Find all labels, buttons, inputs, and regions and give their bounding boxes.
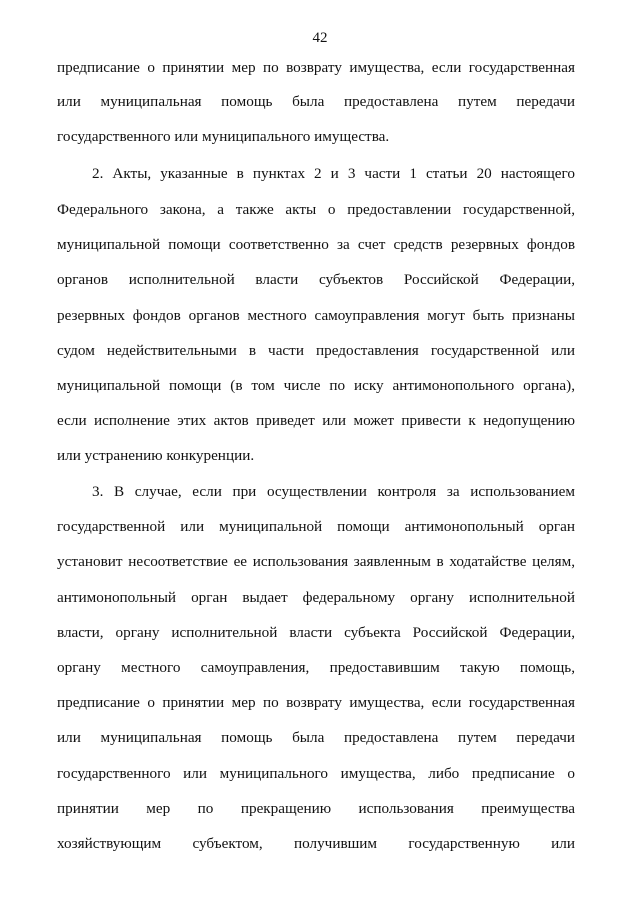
text-line: государственного или муниципального имущества, либо предписание о: [57, 765, 575, 782]
text-line: или устранению конкуренции.: [57, 447, 255, 464]
text-line: органу местного самоуправления, предоставившим такую помощь,: [57, 659, 575, 676]
text-line: если исполнение этих актов приведет или может привести к недопущению: [57, 412, 575, 429]
paragraph-start-line: 3. В случае, если при осуществлении контроля за использованием: [92, 483, 575, 500]
text-line: Федерального закона, а также акты о предоставлении государственной,: [57, 201, 575, 218]
text-line: государственного или муниципального имущества.: [57, 128, 390, 145]
text-line: антимонопольный орган выдает федеральному органу исполнительной: [57, 589, 575, 606]
text-line: резервных фондов органов местного самоуправления могут быть признаны: [57, 307, 575, 324]
text-line: хозяйствующим субъектом, получившим государственную или: [57, 835, 575, 852]
text-line: или муниципальная помощь была предоставлена путем передачи: [57, 93, 575, 110]
text-line: или муниципальная помощь была предоставлена путем передачи: [57, 729, 575, 746]
text-line: государственной или муниципальной помощи антимонопольный орган: [57, 518, 575, 535]
text-line: органов исполнительной власти субъектов Российской Федерации,: [57, 271, 575, 288]
paragraph-start-line: 2. Акты, указанные в пунктах 2 и 3 части 1 статьи 20 настоящего: [92, 165, 575, 182]
text-line: судом недействительными в части предоставления государственной или: [57, 342, 575, 359]
text-line: принятии мер по прекращению использования преимущества: [57, 800, 575, 817]
text-line: предписание о принятии мер по возврату имущества, если государственная: [57, 694, 575, 711]
text-line: установит несоответствие ее использования заявленным в ходатайстве целям,: [57, 553, 575, 570]
text-line: власти, органу исполнительной власти субъекта Российской Федерации,: [57, 624, 575, 641]
page-number: 42: [312, 30, 328, 46]
text-line: муниципальной помощи (в том числе по иску антимонопольного органа),: [57, 377, 575, 394]
text-line: муниципальной помощи соответственно за счет средств резервных фондов: [57, 236, 575, 253]
text-line: предписание о принятии мер по возврату имущества, если государственная: [57, 59, 575, 76]
